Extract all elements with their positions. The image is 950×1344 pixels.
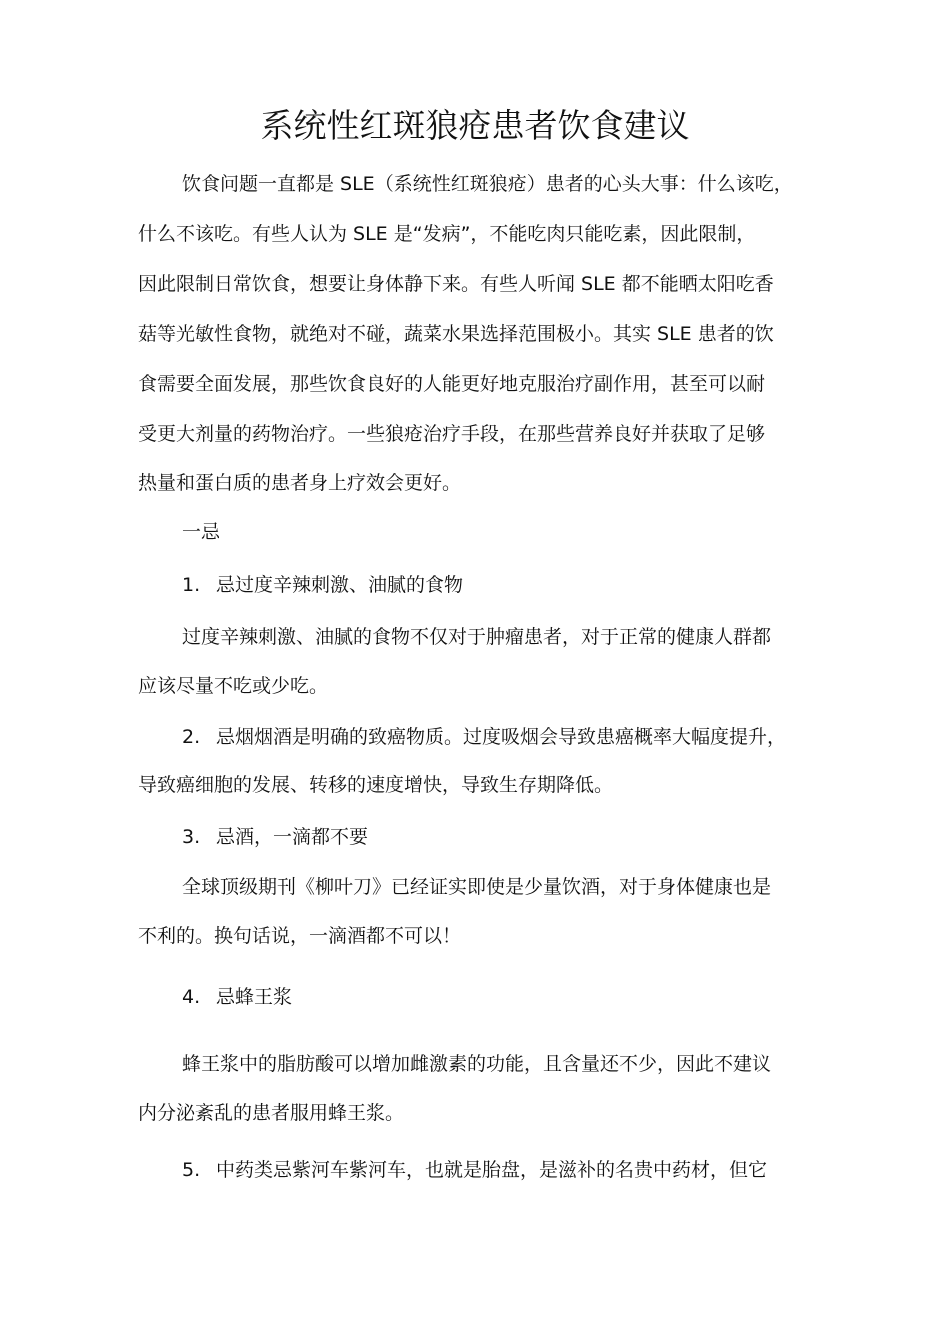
item-body-line: 不利的。换句话说，一滴酒都不可以！ [138, 925, 462, 947]
item-number: 1. [182, 574, 201, 596]
item-number: 4. [182, 986, 201, 1008]
item-body-line: 内分泌紊乱的患者服用蜂王浆。 [138, 1102, 405, 1124]
item-body-line: 应该尽量不吃或少吃。 [138, 675, 329, 697]
intro-line: 饮食问题一直都是 SLE（系统性红斑狼疮）患者的心头大事：什么该吃， [182, 173, 793, 195]
item-number: 2. [182, 726, 201, 748]
intro-line: 因此限制日常饮食，想要让身体静下来。有些人听闻 SLE 都不能晒太阳吃香 [138, 273, 774, 295]
section-heading: 一忌 [182, 521, 221, 543]
intro-line: 受更大剂量的药物治疗。一些狼疮治疗手段，在那些营养良好并获取了足够 [138, 423, 766, 445]
item-text: 忌烟烟酒是明确的致癌物质。过度吸烟会导致患癌概率大幅度提升， [216, 726, 787, 748]
item-text: 中药类忌紫河车紫河车，也就是胎盘，是滋补的名贵中药材，但它 [216, 1159, 768, 1181]
item-body-line: 过度辛辣刺激、油腻的食物不仅对于肿瘤患者，对于正常的健康人群都 [182, 626, 772, 648]
intro-line: 什么不该吃。有些人认为 SLE 是“发病”，不能吃肉只能吃素，因此限制， [138, 223, 756, 245]
item-text: 忌过度辛辣刺激、油腻的食物 [216, 574, 464, 596]
intro-line: 食需要全面发展，那些饮食良好的人能更好地克服治疗副作用，甚至可以耐 [138, 373, 766, 395]
item-text: 忌酒，一滴都不要 [216, 826, 369, 848]
intro-line: 热量和蛋白质的患者身上疗效会更好。 [138, 472, 462, 494]
item-body-line: 导致癌细胞的发展、转移的速度增快，导致生存期降低。 [138, 774, 614, 796]
page-title: 系统性红斑狼疮患者饮食建议 [260, 106, 690, 145]
item-body-line: 蜂王浆中的脂肪酸可以增加雌激素的功能，且含量还不少，因此不建议 [182, 1053, 772, 1075]
intro-line: 菇等光敏性食物，就绝对不碰，蔬菜水果选择范围极小。其实 SLE 患者的饮 [138, 323, 774, 345]
item-number: 3. [182, 826, 201, 848]
item-body-line: 全球顶级期刊《柳叶刀》已经证实即使是少量饮酒，对于身体健康也是 [182, 876, 772, 898]
item-text: 忌蜂王浆 [216, 986, 293, 1008]
item-number: 5. [182, 1159, 201, 1181]
